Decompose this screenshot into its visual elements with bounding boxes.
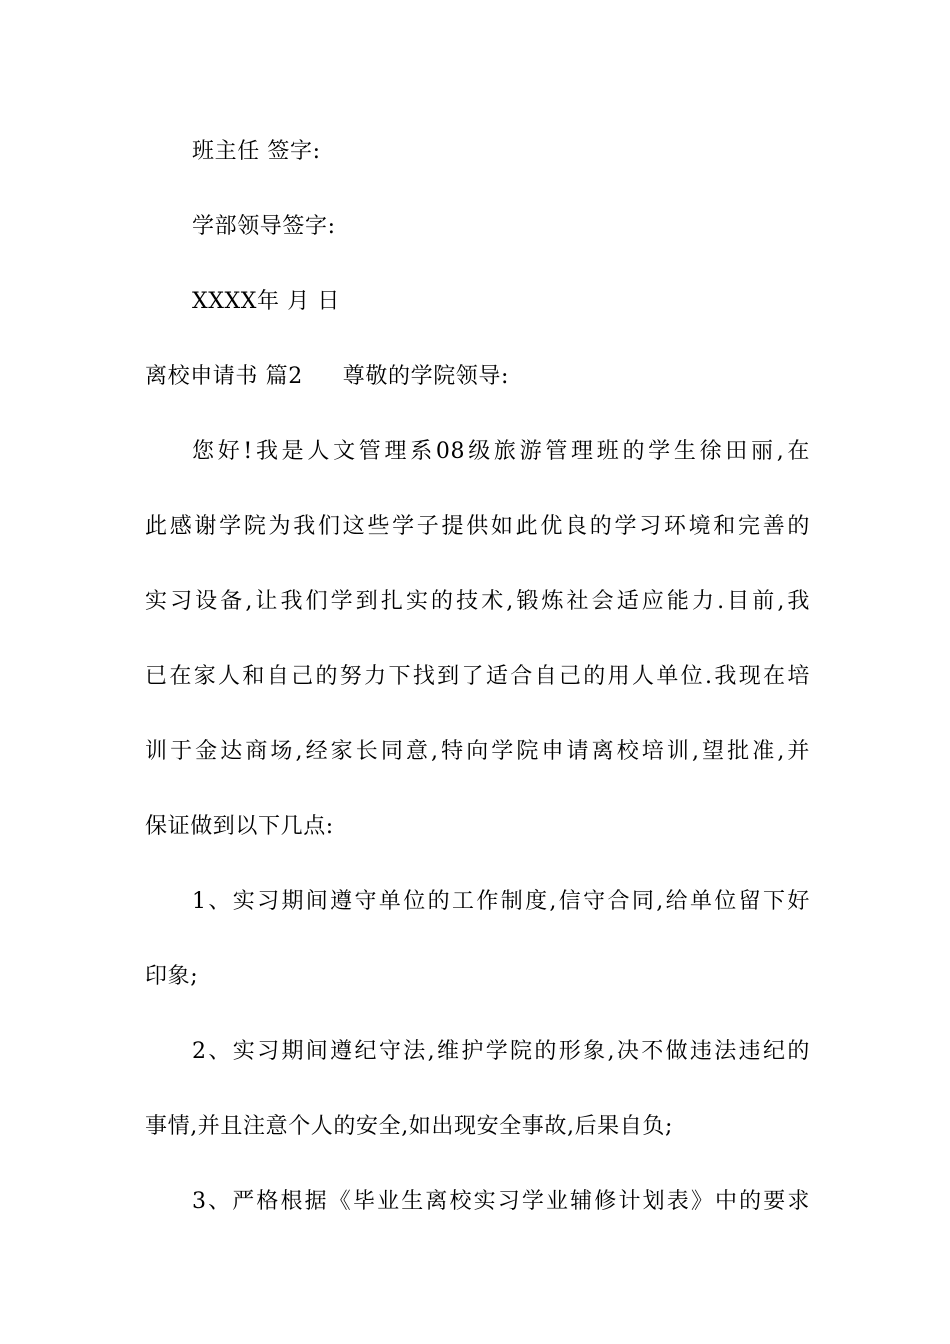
body-line-4: 已在家人和自己的努力下找到了适合自己的用人单位.我现在培 bbox=[145, 664, 810, 689]
salutation: 尊敬的学院领导: bbox=[342, 364, 510, 389]
body-line-2: 此感谢学院为我们这些学子提供如此优良的学习环境和完善的 bbox=[145, 514, 810, 539]
point-1-line-2: 印象; bbox=[145, 964, 199, 989]
date-line: XXXX年 月 日 bbox=[192, 289, 341, 314]
point-3-line-1: 3、严格根据《毕业生离校实习学业辅修计划表》中的要求 bbox=[192, 1189, 810, 1214]
point-1-line-1: 1、实习期间遵守单位的工作制度,信守合同,给单位留下好 bbox=[192, 889, 810, 914]
body-line-6: 保证做到以下几点: bbox=[145, 814, 334, 839]
dept-leader-signature-line: 学部领导签字: bbox=[192, 214, 336, 239]
point-2-line-2: 事情,并且注意个人的安全,如出现安全事故,后果自负; bbox=[145, 1114, 673, 1139]
section-title: 离校申请书 篇2 bbox=[145, 364, 303, 389]
body-line-3: 实习设备,让我们学到扎实的技术,锻炼社会适应能力.目前,我 bbox=[145, 589, 810, 614]
body-line-1: 您好!我是人文管理系08级旅游管理班的学生徐田丽,在 bbox=[192, 439, 810, 464]
body-line-5: 训于金达商场,经家长同意,特向学院申请离校培训,望批准,并 bbox=[145, 739, 810, 764]
point-2-line-1: 2、实习期间遵纪守法,维护学院的形象,决不做违法违纪的 bbox=[192, 1039, 810, 1064]
class-teacher-signature-line: 班主任 签字: bbox=[192, 139, 321, 164]
section-heading bbox=[145, 362, 810, 392]
